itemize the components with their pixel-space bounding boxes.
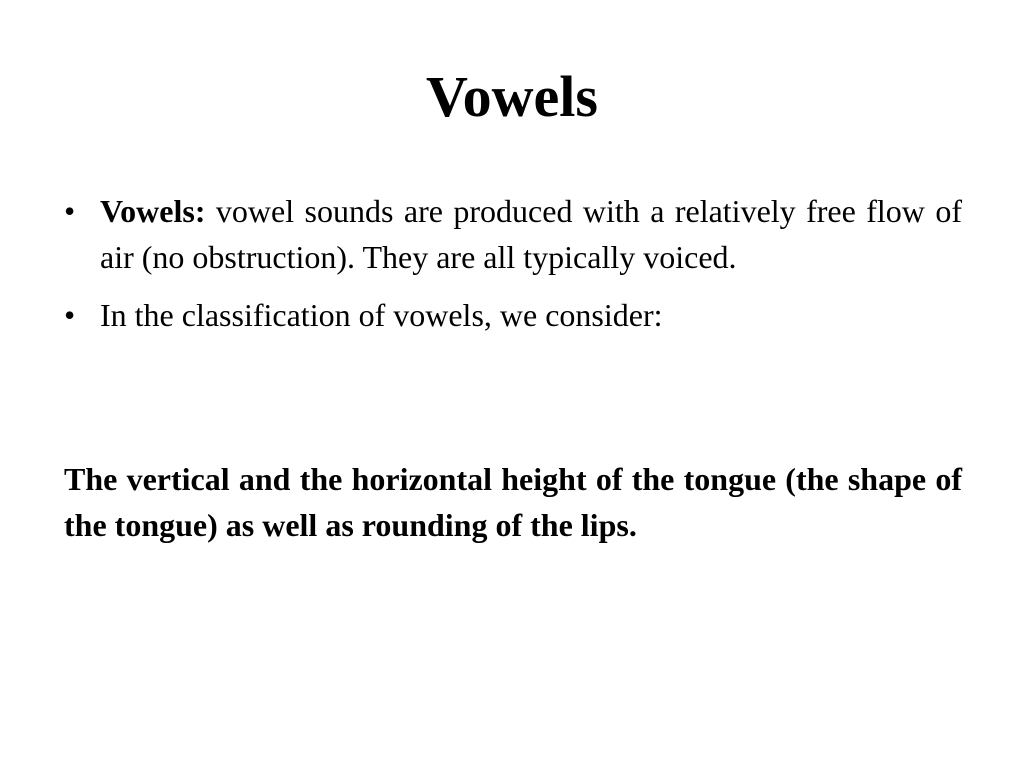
bullet-text: In the classification of vowels, we consider: [100,297,663,333]
bullet-text: vowel sounds are produced with a relatively free flow of air (no obstruction). They are all typically voiced. [100,193,962,275]
bullet-list [64,188,962,350]
bullet-item-classification [64,292,962,338]
slide-title: Vowels [426,64,598,129]
bullet-icon: • [64,297,76,333]
bullet-lead-term: Vowels: [100,193,206,229]
closing-statement: The vertical and the horizontal height of the tongue (the shape of the tongue) as well as rounding of the lips. [64,461,962,543]
bullet-icon: • [64,193,76,229]
bullet-item-vowels-definition [64,188,962,280]
